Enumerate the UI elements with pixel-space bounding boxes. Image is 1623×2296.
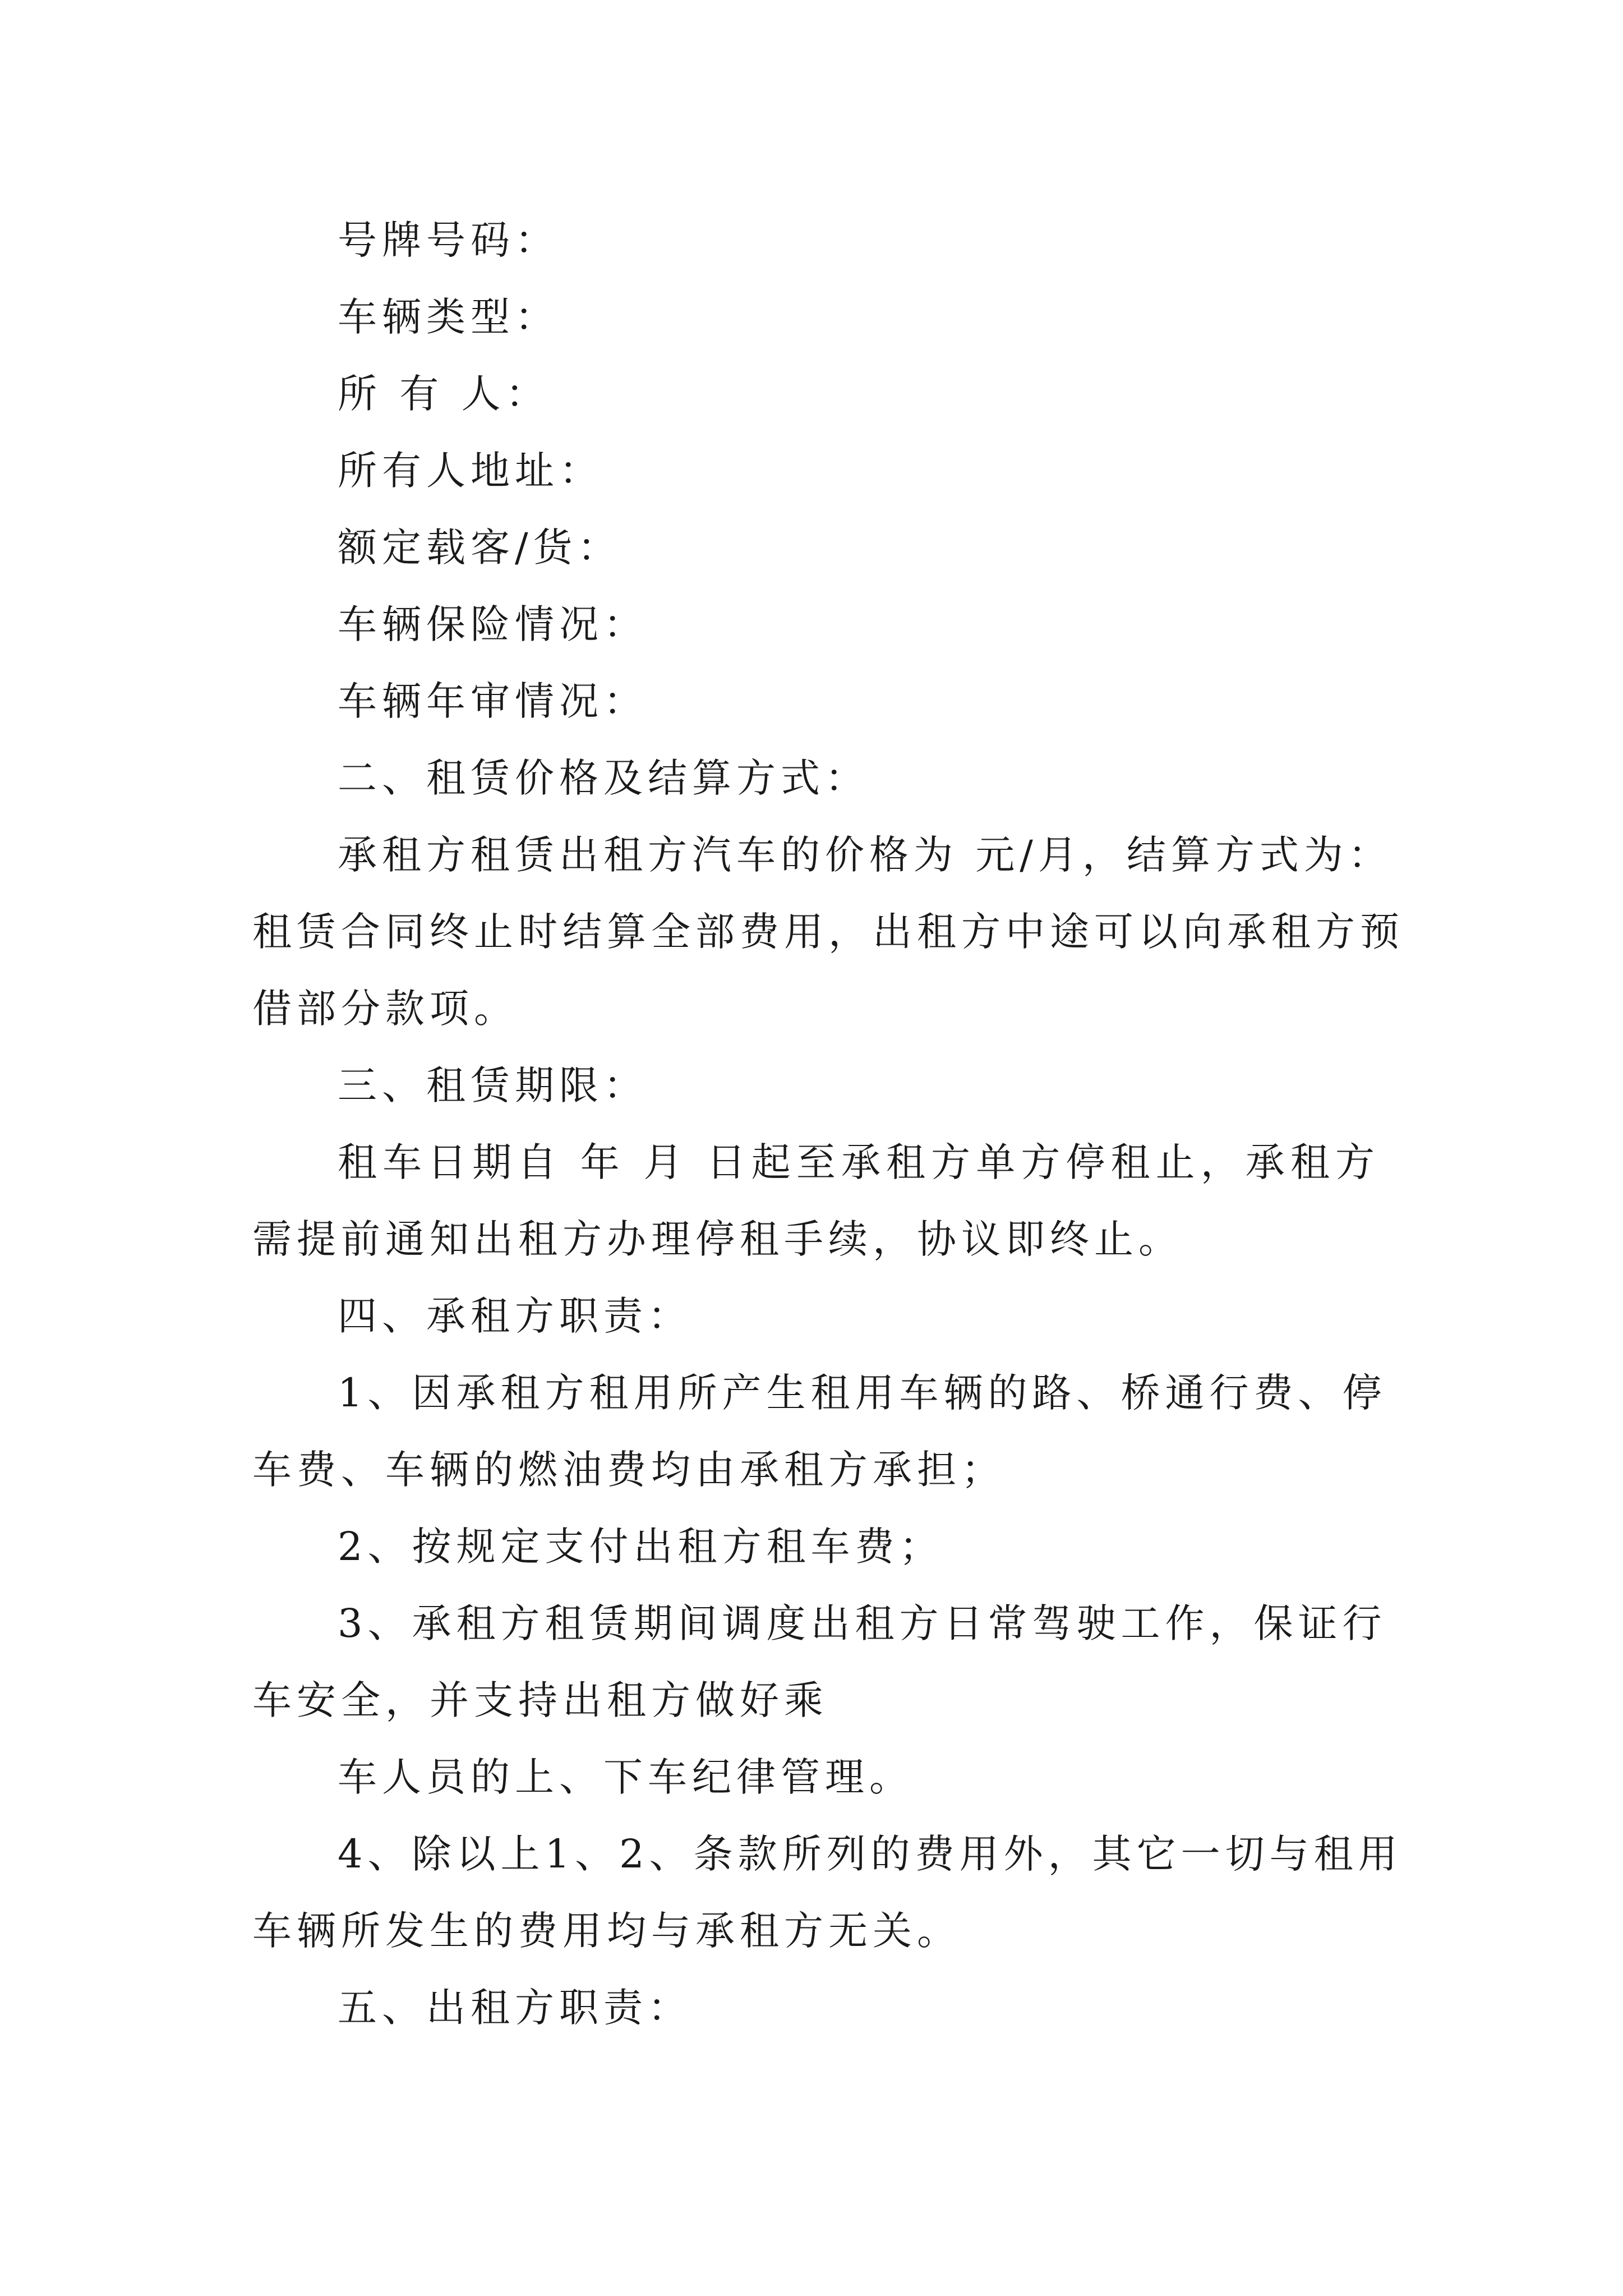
document-body <box>252 202 1404 2046</box>
section-heading-lessee-duties: 四、承租方职责： <box>338 1293 692 1339</box>
paragraph-line: 车安全，并支持出租方做好乘 <box>252 1677 828 1723</box>
field-annual-inspection: 车辆年审情况： <box>338 678 648 724</box>
paragraph-line: 车辆所发生的费用均与承租方无关。 <box>252 1908 961 1954</box>
field-insurance-status: 车辆保险情况： <box>338 601 648 647</box>
paragraph-line: 4、除以上1、2、条款所列的费用外，其它一切与租用 <box>338 1831 1403 1877</box>
paragraph-line: 租赁合同终止时结算全部费用，出租方中途可以向承租方预 <box>252 909 1404 955</box>
section-heading-price: 二、租赁价格及结算方式： <box>338 755 869 801</box>
section-heading-lessor-duties: 五、出租方职责： <box>338 1985 692 2031</box>
field-rated-capacity: 额定载客/货： <box>338 524 622 570</box>
paragraph-line: 车费、车辆的燃油费均由承租方承担； <box>252 1447 1006 1493</box>
field-plate-number: 号牌号码： <box>338 217 559 263</box>
field-owner: 所 有 人： <box>338 371 550 417</box>
paragraph-line: 3、承租方租赁期间调度出租方日常驾驶工作，保证行 <box>338 1600 1387 1646</box>
paragraph-line: 承租方租赁出租方汽车的价格为 元/月，结算方式为： <box>338 832 1393 878</box>
paragraph-line: 2、按规定支付出租方租车费； <box>338 1524 944 1570</box>
paragraph-line: 1、因承租方租用所产生租用车辆的路、桥通行费、停 <box>338 1370 1387 1416</box>
section-heading-term: 三、租赁期限： <box>338 1062 648 1108</box>
field-vehicle-type: 车辆类型： <box>338 294 559 340</box>
field-owner-address: 所有人地址： <box>338 448 603 494</box>
paragraph-line: 借部分款项。 <box>252 986 518 1032</box>
paragraph-line: 车人员的上、下车纪律管理。 <box>338 1754 914 1800</box>
paragraph-line: 需提前通知出租方办理停租手续，协议即终止。 <box>252 1216 1183 1262</box>
paragraph-line: 租车日期自 年 月 日起至承租方单方停租止，承租方 <box>338 1139 1380 1185</box>
